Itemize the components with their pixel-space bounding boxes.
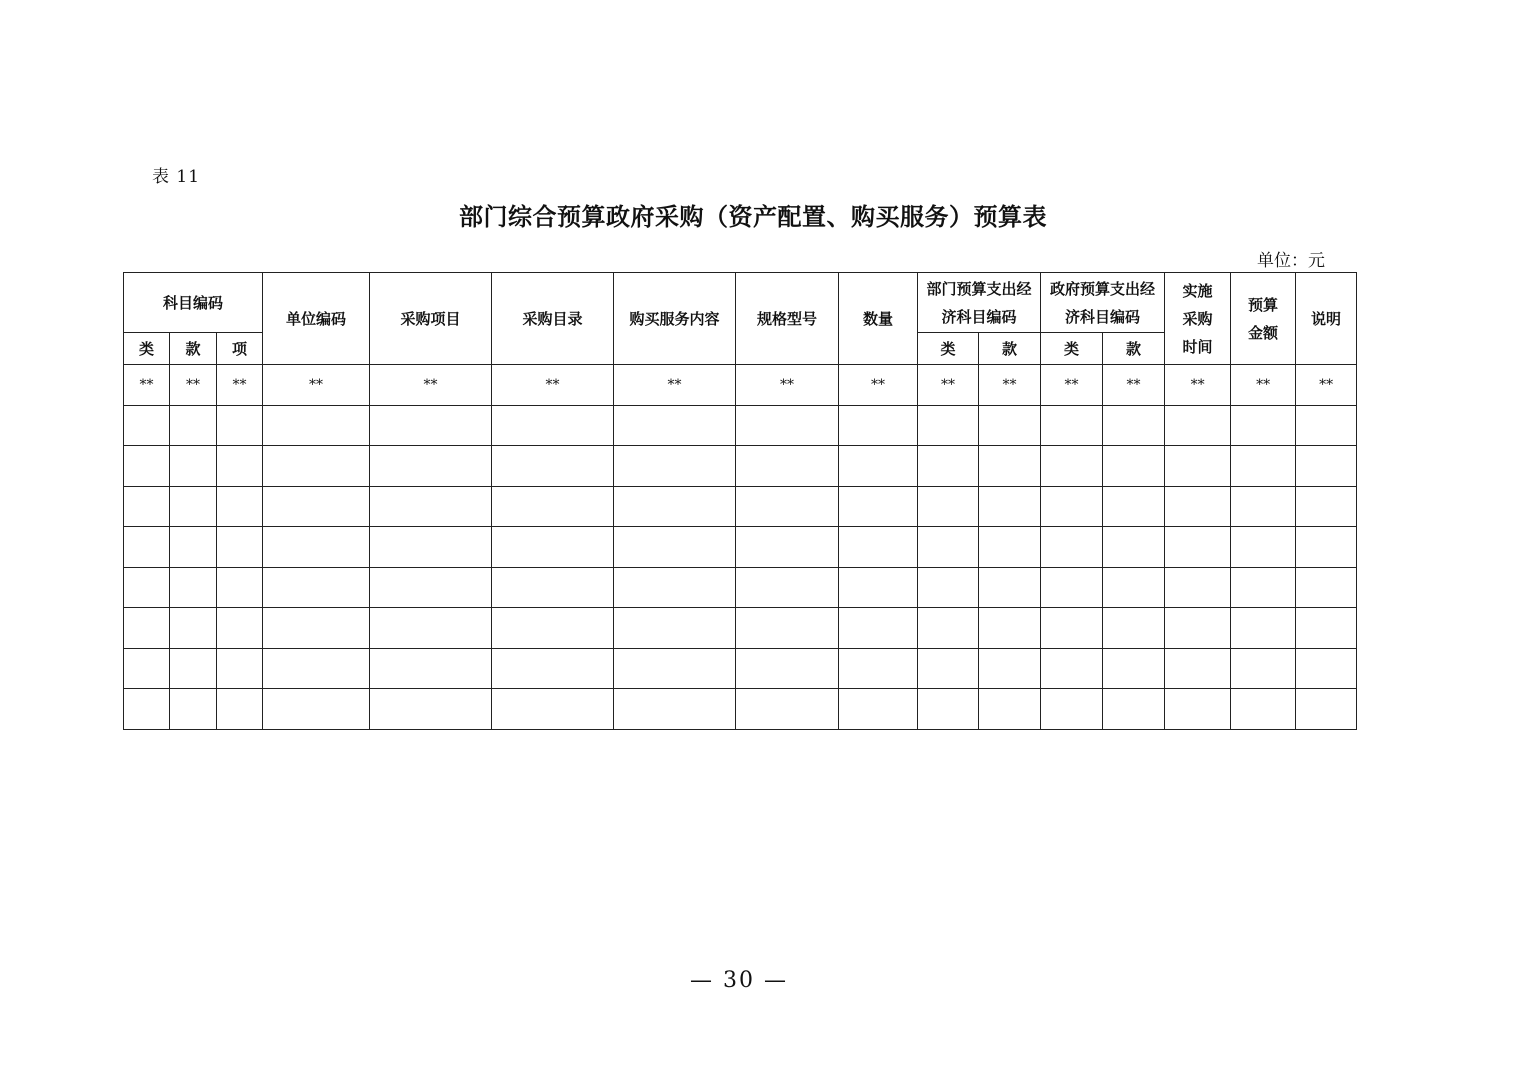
table-cell	[170, 567, 217, 608]
table-cell	[839, 405, 918, 446]
table-cell: **	[492, 365, 614, 406]
table-cell	[1103, 689, 1165, 730]
table-cell	[124, 608, 170, 649]
table-cell	[1103, 446, 1165, 487]
table-cell	[492, 446, 614, 487]
table-cell	[492, 608, 614, 649]
table-cell	[614, 486, 736, 527]
table-cell: **	[1231, 365, 1296, 406]
table-cell: **	[217, 365, 263, 406]
table-row	[124, 527, 1357, 568]
table-cell: **	[1041, 365, 1103, 406]
header-budget-amount: 预算金额	[1231, 273, 1296, 365]
table-row	[124, 608, 1357, 649]
table-cell	[979, 608, 1041, 649]
table-cell	[1165, 446, 1231, 487]
table-row	[124, 567, 1357, 608]
table-cell	[839, 648, 918, 689]
subheader-gov-kuan: 款	[1103, 333, 1165, 365]
table-cell	[918, 648, 979, 689]
table-cell	[217, 405, 263, 446]
header-procurement-item: 采购项目	[370, 273, 492, 365]
table-cell	[1231, 527, 1296, 568]
table-cell	[1041, 689, 1103, 730]
table-cell	[492, 527, 614, 568]
table-cell	[492, 486, 614, 527]
table-cell	[1103, 608, 1165, 649]
subheader-dept-lei: 类	[918, 333, 979, 365]
table-cell	[1103, 648, 1165, 689]
table-cell	[1296, 648, 1357, 689]
table-cell	[263, 405, 370, 446]
table-cell	[979, 648, 1041, 689]
table-cell	[1103, 567, 1165, 608]
table-cell	[370, 405, 492, 446]
page-number: — 30 —	[690, 968, 788, 993]
table-cell	[1296, 486, 1357, 527]
table-cell	[614, 405, 736, 446]
table-cell	[1165, 689, 1231, 730]
table-number: 表 11	[152, 167, 201, 187]
table-cell	[1231, 689, 1296, 730]
table-cell	[1231, 486, 1296, 527]
table-cell	[1165, 608, 1231, 649]
table-cell	[263, 608, 370, 649]
table-cell	[263, 486, 370, 527]
table-cell	[1041, 486, 1103, 527]
table-cell	[370, 567, 492, 608]
table-cell	[1296, 689, 1357, 730]
table-cell	[217, 446, 263, 487]
table-cell	[979, 567, 1041, 608]
header-impl-time: 实施采购时间	[1165, 273, 1231, 365]
table-cell	[1165, 567, 1231, 608]
table-cell	[1041, 608, 1103, 649]
table-cell: **	[1296, 365, 1357, 406]
table-cell	[263, 648, 370, 689]
table-cell	[370, 486, 492, 527]
table-cell	[1165, 648, 1231, 689]
table-cell: **	[263, 365, 370, 406]
table-row	[124, 486, 1357, 527]
table-cell	[1296, 567, 1357, 608]
table-cell	[263, 567, 370, 608]
table-cell	[736, 648, 839, 689]
table-cell	[124, 567, 170, 608]
table-cell	[736, 567, 839, 608]
table-cell	[217, 689, 263, 730]
table-cell	[170, 446, 217, 487]
subheader-dept-kuan: 款	[979, 333, 1041, 365]
table-cell	[170, 527, 217, 568]
table-cell	[263, 689, 370, 730]
table-cell	[1041, 446, 1103, 487]
table-cell	[263, 527, 370, 568]
table-cell	[1041, 648, 1103, 689]
table-cell	[1231, 567, 1296, 608]
table-cell	[918, 527, 979, 568]
table-cell	[1103, 405, 1165, 446]
table-cell	[492, 567, 614, 608]
table-cell: **	[736, 365, 839, 406]
table-cell	[124, 486, 170, 527]
header-dept-econ-code: 部门预算支出经济科目编码	[918, 273, 1041, 333]
table-cell	[1231, 446, 1296, 487]
table-cell	[170, 648, 217, 689]
table-cell	[839, 486, 918, 527]
table-row	[124, 689, 1357, 730]
table-cell	[736, 527, 839, 568]
table-cell	[492, 689, 614, 730]
table-cell	[736, 689, 839, 730]
table-cell: **	[979, 365, 1041, 406]
table-cell	[124, 648, 170, 689]
header-row-top	[124, 273, 1357, 333]
table-row	[124, 648, 1357, 689]
table-cell	[170, 486, 217, 527]
budget-table	[123, 272, 1357, 730]
table-cell: **	[1103, 365, 1165, 406]
table-cell	[614, 567, 736, 608]
table-cell	[918, 567, 979, 608]
unit-note: 单位：元	[1257, 251, 1325, 271]
table-cell	[370, 689, 492, 730]
header-unit-code: 单位编码	[263, 273, 370, 365]
table-cell	[614, 608, 736, 649]
table-cell	[370, 648, 492, 689]
table-cell	[217, 567, 263, 608]
header-procurement-catalog: 采购目录	[492, 273, 614, 365]
page-title: 部门综合预算政府采购（资产配置、购买服务）预算表	[459, 202, 1047, 231]
table-cell	[1231, 648, 1296, 689]
table-cell	[839, 567, 918, 608]
table-cell	[979, 446, 1041, 487]
table-cell	[217, 486, 263, 527]
subheader-kuan: 款	[170, 333, 217, 365]
table-cell: **	[839, 365, 918, 406]
table-cell	[370, 527, 492, 568]
header-gov-econ-code: 政府预算支出经济科目编码	[1041, 273, 1165, 333]
table-cell	[918, 608, 979, 649]
table-cell	[217, 527, 263, 568]
table-cell: **	[918, 365, 979, 406]
table-cell	[217, 648, 263, 689]
table-cell	[614, 446, 736, 487]
table-cell	[1103, 486, 1165, 527]
table-cell	[1165, 405, 1231, 446]
table-cell	[170, 608, 217, 649]
table-cell	[918, 446, 979, 487]
header-quantity: 数量	[839, 273, 918, 365]
subheader-lei: 类	[124, 333, 170, 365]
table-row	[124, 405, 1357, 446]
table-cell	[979, 405, 1041, 446]
table-cell	[614, 527, 736, 568]
table-cell	[839, 689, 918, 730]
table-cell	[1041, 567, 1103, 608]
table-cell: **	[370, 365, 492, 406]
table-cell	[918, 486, 979, 527]
table-row	[124, 446, 1357, 487]
header-subject-code: 科目编码	[124, 273, 263, 333]
table-cell	[736, 608, 839, 649]
table-cell	[979, 689, 1041, 730]
subheader-xiang: 项	[217, 333, 263, 365]
header-remark: 说明	[1296, 273, 1357, 365]
table-cell	[614, 648, 736, 689]
table-cell	[839, 608, 918, 649]
table-cell	[1296, 446, 1357, 487]
header-spec-model: 规格型号	[736, 273, 839, 365]
table-cell	[1231, 405, 1296, 446]
table-cell	[124, 689, 170, 730]
table-cell: **	[170, 365, 217, 406]
table-cell	[124, 527, 170, 568]
table-cell	[614, 689, 736, 730]
table-cell	[1296, 608, 1357, 649]
table-cell	[979, 527, 1041, 568]
table-cell	[1041, 527, 1103, 568]
table-cell	[979, 486, 1041, 527]
table-cell	[1296, 527, 1357, 568]
subheader-gov-lei: 类	[1041, 333, 1103, 365]
table-body	[124, 365, 1357, 730]
table-cell	[1165, 486, 1231, 527]
table-cell	[918, 689, 979, 730]
table-cell	[170, 405, 217, 446]
table-cell	[492, 648, 614, 689]
table-cell	[839, 446, 918, 487]
table-cell	[1165, 527, 1231, 568]
table-cell	[217, 608, 263, 649]
placeholder-row	[124, 365, 1357, 406]
table-cell	[736, 405, 839, 446]
table-cell	[1103, 527, 1165, 568]
table-cell	[492, 405, 614, 446]
table-cell	[1231, 608, 1296, 649]
table-cell	[736, 446, 839, 487]
table-cell	[170, 689, 217, 730]
table-cell	[839, 527, 918, 568]
table-cell: **	[124, 365, 170, 406]
table-cell	[124, 405, 170, 446]
table-cell	[918, 405, 979, 446]
table-cell	[263, 446, 370, 487]
table-cell	[1041, 405, 1103, 446]
table-cell	[370, 446, 492, 487]
table-cell: **	[1165, 365, 1231, 406]
header-service-content: 购买服务内容	[614, 273, 736, 365]
table-cell	[1296, 405, 1357, 446]
table-cell	[370, 608, 492, 649]
table-cell	[736, 486, 839, 527]
table-cell: **	[614, 365, 736, 406]
table-cell	[124, 446, 170, 487]
